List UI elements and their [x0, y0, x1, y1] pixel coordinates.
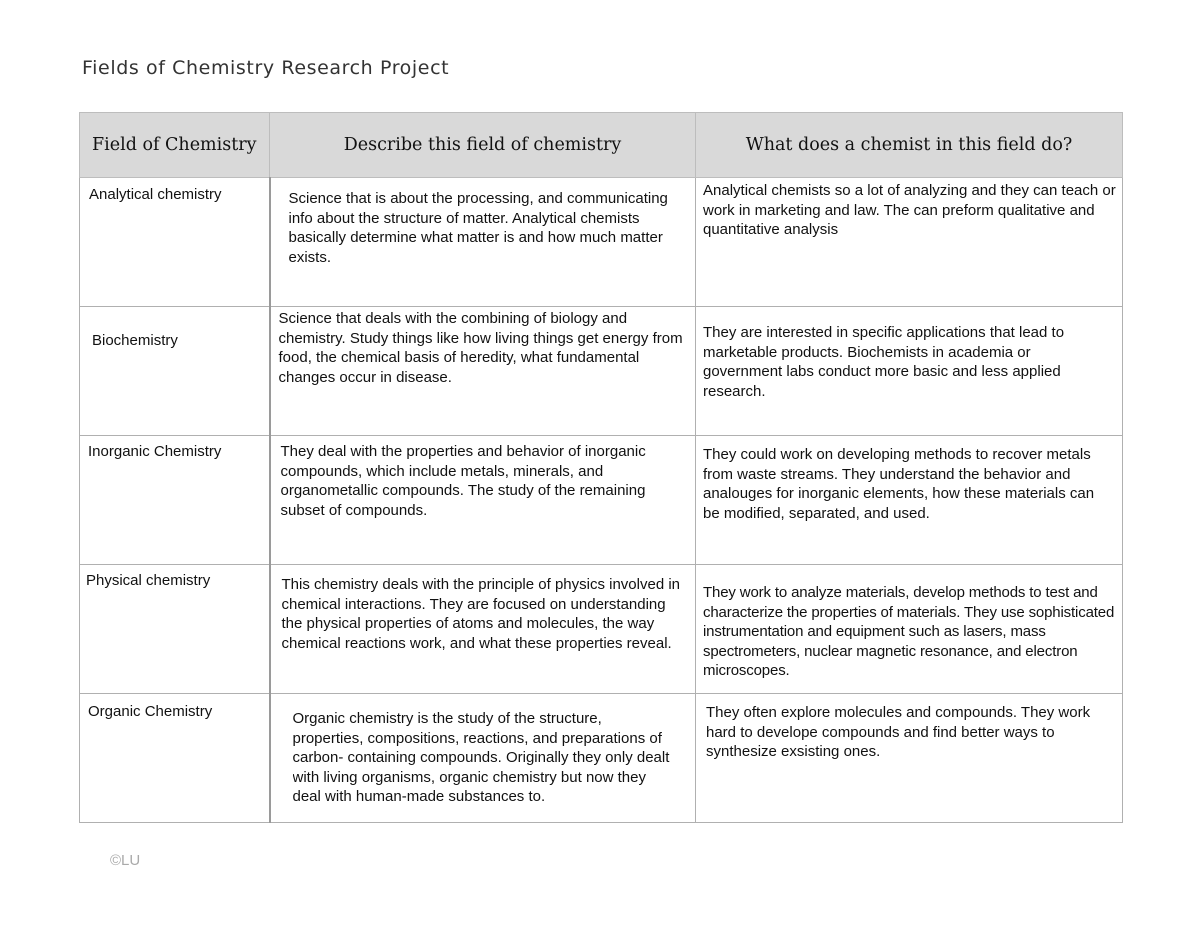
copyright-notice: ©LU: [110, 852, 141, 869]
field-role: They work to analyze materials, develop methods to test and characterize the properties of materials. They use sophisticated instrumentation and equipment such as lasers, mass spectrometers, nuclear magnetic resonance, and electron microscopes.: [703, 584, 1115, 680]
field-name: Physical chemistry: [86, 572, 211, 589]
field-role: They often explore molecules and compounds. They work hard to develope compounds and find better ways to synthesize exsisting ones.: [706, 704, 1091, 761]
field-role: They are interested in specific applications that lead to marketable products. Biochemists in academia or government labs conduct more basic and less applied research.: [703, 324, 1065, 400]
field-name: Biochemistry: [92, 332, 178, 349]
role-cell: [696, 178, 1123, 307]
table-row: [80, 694, 1123, 823]
field-cell: [80, 178, 270, 307]
description-cell: [270, 307, 696, 436]
field-name: Analytical chemistry: [89, 186, 222, 203]
description-cell: [270, 178, 696, 307]
field-description: They deal with the properties and behavior of inorganic compounds, which include metals, minerals, and organometallic compounds. The study of the remaining subset of compounds.: [280, 443, 646, 519]
page-title: Fields of Chemistry Research Project: [82, 57, 450, 79]
role-cell: [696, 565, 1123, 694]
description-cell: [270, 436, 696, 565]
field-cell: [80, 694, 270, 823]
field-description: Science that deals with the combining of biology and chemistry. Study things like how living things get energy from food, the chemical basis of heredity, what fundamental changes occur in disease.: [278, 310, 683, 386]
field-name: Organic Chemistry: [88, 703, 213, 720]
header-description: Describe this field of chemistry: [270, 113, 696, 178]
field-cell: [80, 436, 270, 565]
table-row: [80, 565, 1123, 694]
field-description: Organic chemistry is the study of the structure, properties, compositions, reactions, and preparations of carbon- containing compounds. Originally they only dealt with living organisms, organic chemistry but now they deal with human-made substances to.: [292, 710, 670, 806]
field-description: This chemistry deals with the principle of physics involved in chemical interactions. They are focused on understanding the physical properties of atoms and molecules, the way chemical reactions work, and what these properties reveal.: [281, 576, 681, 652]
table-row: [80, 178, 1123, 307]
table-header-row: [80, 113, 1123, 178]
header-role: What does a chemist in this field do?: [696, 113, 1123, 178]
field-cell: [80, 307, 270, 436]
role-cell: [696, 307, 1123, 436]
description-cell: [270, 565, 696, 694]
field-name: Inorganic Chemistry: [88, 443, 222, 460]
field-role: They could work on developing methods to recover metals from waste streams. They understand the behavior and analouges for inorganic elements, how these materials can be modified, separated, and used.: [703, 446, 1095, 522]
chemistry-fields-table: [79, 112, 1123, 823]
table-row: [80, 307, 1123, 436]
header-field: Field of Chemistry: [80, 113, 270, 178]
description-cell: [270, 694, 696, 823]
field-role: Analytical chemists so a lot of analyzing and they can teach or work in marketing and law. The can preform qualitative and quantitative analysis: [703, 182, 1116, 239]
role-cell: [696, 436, 1123, 565]
role-cell: [696, 694, 1123, 823]
field-description: Science that is about the processing, and communicating info about the structure of matter. Analytical chemists basically determine what matter is and how much matter exists.: [288, 190, 668, 266]
table-row: [80, 436, 1123, 565]
field-cell: [80, 565, 270, 694]
